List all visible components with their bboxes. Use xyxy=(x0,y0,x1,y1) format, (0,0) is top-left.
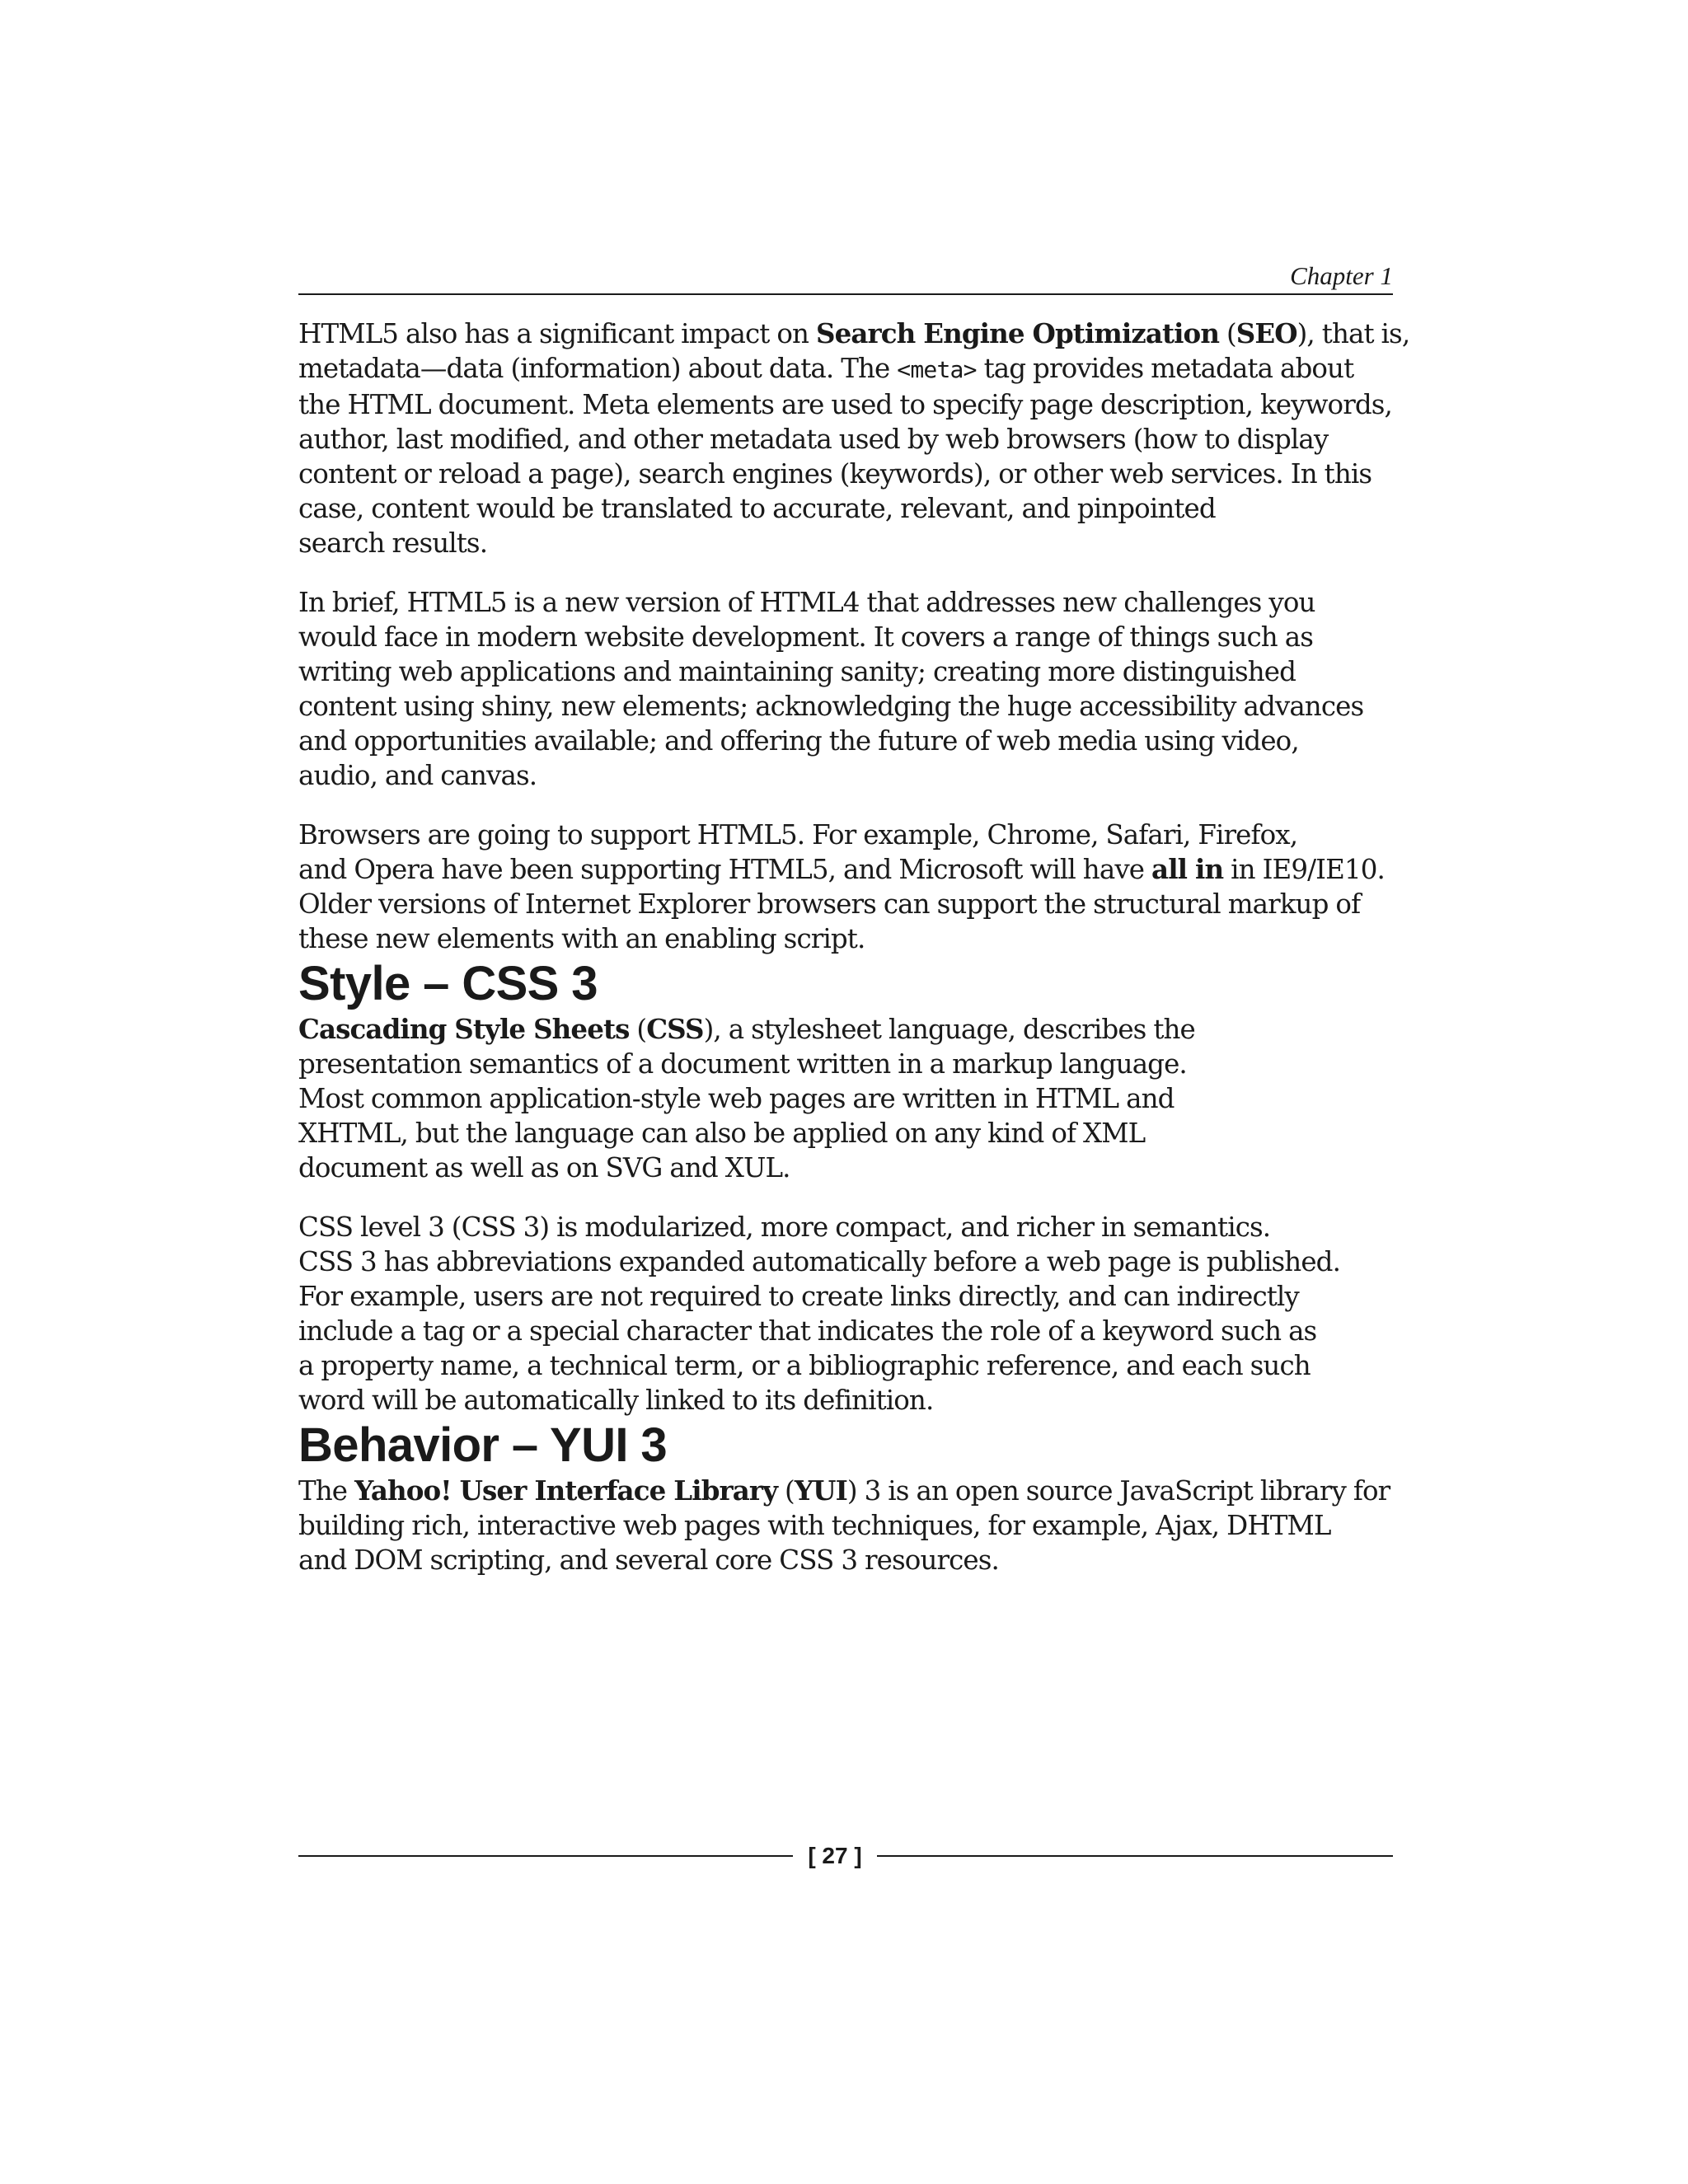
page-number: [ 27 ] xyxy=(808,1843,862,1868)
text-line: In brief, HTML5 is a new version of HTML4 that addresses new challenges you xyxy=(298,587,1315,618)
text-line: a property name, a technical term, or a bibliographic reference, and each such xyxy=(298,1350,1311,1381)
text-line: author, last modified, and other metadata used by web browsers (how to display xyxy=(298,424,1329,455)
text-line: Cascading Style Sheets (CSS), a stylesheet language, describes the xyxy=(298,1013,1195,1045)
text-line: XHTML, but the language can also be applied on any kind of XML xyxy=(298,1118,1146,1149)
text-line: building rich, interactive web pages with techniques, for example, Ajax, DHTML xyxy=(298,1510,1331,1541)
text-line: word will be automatically linked to its definition. xyxy=(298,1385,934,1416)
bold-term: Search Engine Optimization xyxy=(816,317,1220,349)
text-line: Most common application-style web pages are written in HTML and xyxy=(298,1083,1175,1114)
bold-term: YUI xyxy=(794,1474,847,1507)
paragraph-css-level3 xyxy=(298,1210,1403,1418)
text-line: CSS level 3 (CSS 3) is modularized, more compact, and richer in semantics. xyxy=(298,1212,1271,1243)
bold-term: all in xyxy=(1151,853,1224,885)
paragraph-browser-support xyxy=(298,818,1403,956)
text-line: would face in modern website development. It covers a range of things such as xyxy=(298,621,1313,653)
paragraph-css-intro xyxy=(298,1012,1403,1185)
footer-rule-left xyxy=(298,1855,793,1857)
chapter-label: Chapter 1 xyxy=(1290,261,1393,290)
text-line: presentation semantics of a document written in a markup language. xyxy=(298,1048,1187,1080)
paragraph-html5-seo xyxy=(298,316,1410,560)
bold-term: Cascading Style Sheets xyxy=(298,1013,630,1045)
bold-term: CSS xyxy=(646,1013,704,1045)
text-line: content using shiny, new elements; acknowledging the huge accessibility advances xyxy=(298,691,1364,722)
paragraph-yui-intro xyxy=(298,1474,1403,1577)
text-line: audio, and canvas. xyxy=(298,760,537,791)
text-line: and opportunities available; and offering the future of web media using video, xyxy=(298,725,1299,757)
text-line: The Yahoo! User Interface Library (YUI) 3 is an open source JavaScript library for xyxy=(298,1474,1390,1507)
text-line: document as well as on SVG and XUL. xyxy=(298,1152,790,1183)
page-content xyxy=(298,316,1410,1577)
bold-term: SEO xyxy=(1236,317,1297,349)
section-heading-behavior-yui3: Behavior – YUI 3 xyxy=(298,1418,668,1472)
text-line: Browsers are going to support HTML5. For example, Chrome, Safari, Firefox, xyxy=(298,819,1298,851)
bold-term: Yahoo! User Interface Library xyxy=(354,1474,778,1507)
text-line: and DOM scripting, and several core CSS 3 resources. xyxy=(298,1544,999,1576)
text-line: case, content would be translated to accurate, relevant, and pinpointed xyxy=(298,493,1216,524)
text-line: Older versions of Internet Explorer browsers can support the structural markup of xyxy=(298,888,1361,920)
text-line: For example, users are not required to create links directly, and can indirectly xyxy=(298,1281,1299,1312)
text-line: and Opera have been supporting HTML5, and Microsoft will have all in in IE9/IE10. xyxy=(298,853,1385,885)
inline-code: <meta> xyxy=(897,356,977,383)
header-rule xyxy=(298,293,1393,295)
text-line: CSS 3 has abbreviations expanded automatically before a web page is published. xyxy=(298,1246,1341,1277)
text-line: these new elements with an enabling script. xyxy=(298,923,865,954)
text-line: content or reload a page), search engines (keywords), or other web services. In this xyxy=(298,458,1372,490)
text-line: writing web applications and maintaining sanity; creating more distinguished xyxy=(298,656,1296,687)
text-line: include a tag or a special character that indicates the role of a keyword such as xyxy=(298,1315,1317,1347)
section-heading-style-css3: Style – CSS 3 xyxy=(298,957,598,1010)
running-header xyxy=(298,260,1393,292)
footer-rule-right xyxy=(877,1855,1393,1857)
text-line: HTML5 also has a significant impact on Search Engine Optimization (SEO), that is, xyxy=(298,317,1410,349)
paragraph-html5-brief xyxy=(298,585,1403,793)
text-line: search results. xyxy=(298,527,488,559)
text-line: the HTML document. Meta elements are used to specify page description, keywords, xyxy=(298,389,1392,420)
page-footer xyxy=(298,1840,1393,1872)
text-line: metadata—data (information) about data. The <meta> tag provides metadata about xyxy=(298,353,1354,384)
